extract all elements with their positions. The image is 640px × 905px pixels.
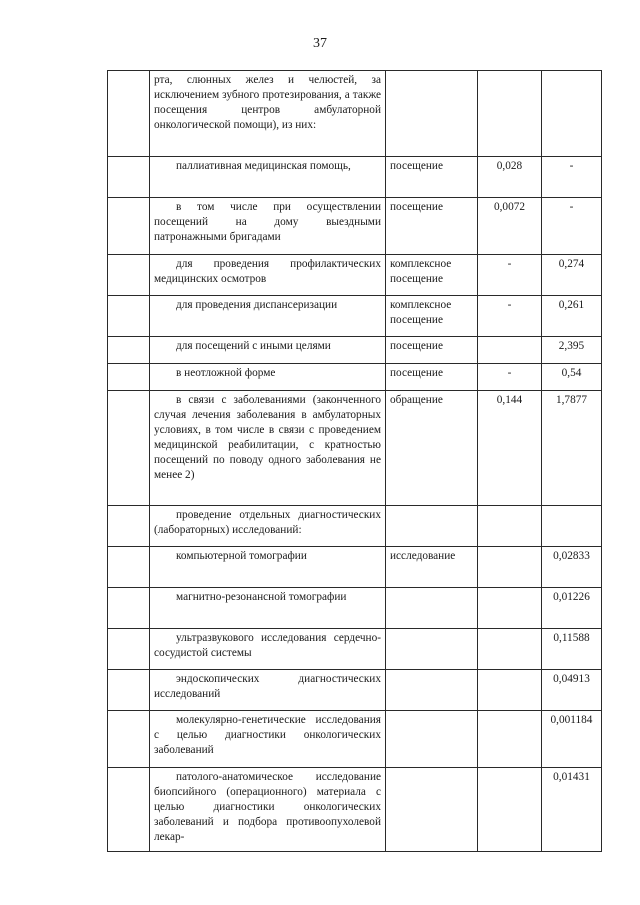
table-row [108, 364, 602, 391]
table-row [108, 711, 602, 768]
unit-cell [386, 711, 478, 768]
unit-cell: посещение [386, 337, 478, 364]
unit-cell: комплексное посещение [386, 296, 478, 337]
norm-value-1-cell [478, 711, 542, 768]
row-number-cell [108, 157, 150, 198]
norm-value-2-cell: 0,54 [542, 364, 602, 391]
row-number-cell [108, 588, 150, 629]
norm-value-1-cell [478, 768, 542, 852]
unit-cell [386, 588, 478, 629]
norm-value-2-cell: 0,01226 [542, 588, 602, 629]
unit-cell [386, 768, 478, 852]
norm-value-1-cell [478, 506, 542, 547]
row-number-cell [108, 670, 150, 711]
service-description: патолого-анатомическое исследование биопсийного (операционного) материала с целью диагностики онкологических заболеваний и подбора противоопухолевой лекар- [154, 771, 381, 843]
unit-cell [386, 629, 478, 670]
norm-value-2-cell [542, 71, 602, 157]
service-description-cell [150, 71, 386, 157]
table-row [108, 157, 602, 198]
norm-value-2-cell: 0,04913 [542, 670, 602, 711]
service-description-cell [150, 391, 386, 506]
norm-value-1-cell: 0,144 [478, 391, 542, 506]
unit-cell: обращение [386, 391, 478, 506]
service-description-cell [150, 768, 386, 852]
table-row [108, 391, 602, 506]
service-description: проведение отдельных диагностических (лабораторных) исследований: [154, 509, 381, 536]
row-number-cell [108, 506, 150, 547]
service-description-cell [150, 255, 386, 296]
norm-value-1-cell: - [478, 296, 542, 337]
norm-value-2-cell [542, 506, 602, 547]
service-description: рта, слюнных желез и челюстей, за исключением зубного протезирования, а также посещения центров амбулаторной онкологической помощи), из них: [154, 74, 381, 131]
service-description: магнитно-резонансной томографии [176, 591, 347, 603]
service-description: паллиативная медицинская помощь, [176, 160, 351, 172]
row-number-cell [108, 255, 150, 296]
norm-value-2-cell: - [542, 198, 602, 255]
table-row [108, 768, 602, 852]
unit-cell: исследование [386, 547, 478, 588]
table-row [108, 547, 602, 588]
row-number-cell [108, 364, 150, 391]
norms-table-body [108, 71, 602, 852]
service-description-cell [150, 629, 386, 670]
service-description: для посещений с иными целями [176, 340, 331, 352]
norm-value-1-cell: 0,0072 [478, 198, 542, 255]
row-number-cell [108, 629, 150, 670]
service-description-cell [150, 296, 386, 337]
unit-cell: посещение [386, 198, 478, 255]
norm-value-1-cell [478, 588, 542, 629]
norm-value-2-cell: 0,261 [542, 296, 602, 337]
norm-value-1-cell: 0,028 [478, 157, 542, 198]
service-description: в неотложной форме [176, 367, 276, 379]
service-description: эндоскопических диагностических исследований [154, 673, 381, 700]
table-row [108, 629, 602, 670]
service-description-cell [150, 670, 386, 711]
service-description: для проведения диспансеризации [176, 299, 338, 311]
unit-cell: посещение [386, 364, 478, 391]
service-description-cell [150, 711, 386, 768]
table-row [108, 670, 602, 711]
service-description: в том числе при осуществлении посещений на дому выездными патронажными бригадами [154, 201, 381, 243]
norm-value-2-cell: 0,274 [542, 255, 602, 296]
norm-value-1-cell [478, 337, 542, 364]
service-description: ультразвукового исследования сердечно-сосудистой системы [154, 632, 381, 659]
page-number: 37 [313, 36, 327, 51]
service-description-cell [150, 547, 386, 588]
service-description-cell [150, 588, 386, 629]
row-number-cell [108, 296, 150, 337]
table-row [108, 296, 602, 337]
unit-cell: посещение [386, 157, 478, 198]
norm-value-1-cell [478, 71, 542, 157]
norm-value-2-cell: 0,01431 [542, 768, 602, 852]
unit-cell: комплексное посещение [386, 255, 478, 296]
norm-value-2-cell: 0,02833 [542, 547, 602, 588]
unit-cell [386, 506, 478, 547]
unit-cell [386, 71, 478, 157]
norm-value-1-cell [478, 547, 542, 588]
row-number-cell [108, 198, 150, 255]
table-row [108, 198, 602, 255]
norm-value-2-cell: 2,395 [542, 337, 602, 364]
norm-value-1-cell [478, 629, 542, 670]
service-description: в связи с заболеваниями (законченного случая лечения заболевания в амбулаторных условиях, в том числе в связи с проведением медицинской реабилитации, с кратностью посещений по поводу одного заболевания не менее 2) [154, 394, 381, 481]
row-number-cell [108, 391, 150, 506]
service-description-cell [150, 506, 386, 547]
row-number-cell [108, 337, 150, 364]
service-description-cell [150, 157, 386, 198]
norm-value-2-cell: - [542, 157, 602, 198]
service-description-cell [150, 198, 386, 255]
table-row [108, 255, 602, 296]
norm-value-1-cell: - [478, 364, 542, 391]
norm-value-2-cell: 0,001184 [542, 711, 602, 768]
row-number-cell [108, 711, 150, 768]
table-row [108, 71, 602, 157]
service-description-cell [150, 337, 386, 364]
service-description: компьютерной томографии [176, 550, 307, 562]
norms-table [107, 70, 602, 852]
table-row [108, 337, 602, 364]
norm-value-2-cell: 0,11588 [542, 629, 602, 670]
table-row [108, 506, 602, 547]
unit-cell [386, 670, 478, 711]
row-number-cell [108, 71, 150, 157]
row-number-cell [108, 768, 150, 852]
service-description: молекулярно-генетические исследования с целью диагностики онкологических заболеваний [154, 714, 381, 756]
norm-value-1-cell: - [478, 255, 542, 296]
row-number-cell [108, 547, 150, 588]
norm-value-1-cell [478, 670, 542, 711]
service-description: для проведения профилактических медицинских осмотров [154, 258, 381, 285]
norm-value-2-cell: 1,7877 [542, 391, 602, 506]
table-row [108, 588, 602, 629]
service-description-cell [150, 364, 386, 391]
